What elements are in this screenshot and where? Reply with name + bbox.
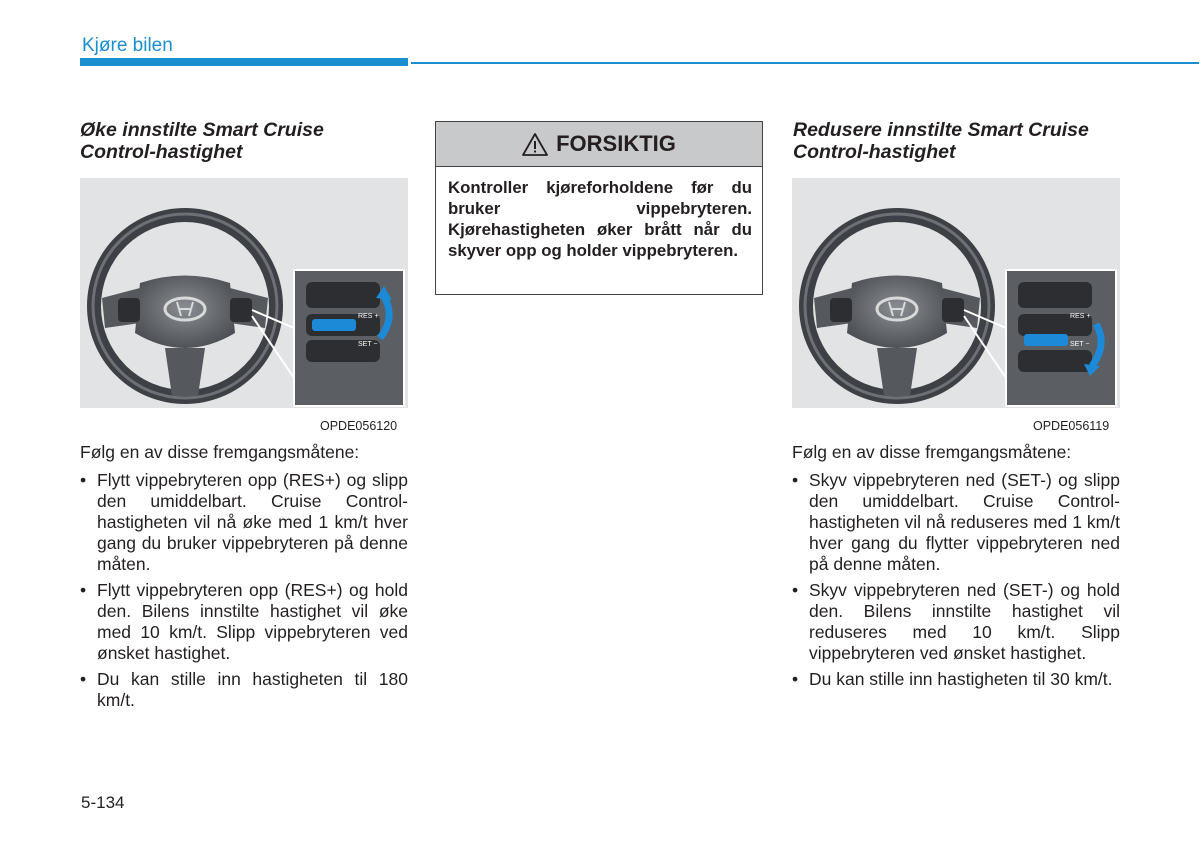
list-item: • Du kan stille inn hastigheten til 180 km/t. [80,669,408,710]
list-item-text: Flytt vippebryteren opp (RES+) og hold den. Bilens innstilte hastighet vil øke med 10 km/t. Slipp vippebryteren ved ønsket hastighet. [97,580,408,663]
caution-header [436,122,762,167]
res-label: RES + [1070,313,1091,320]
section-title-line: Control-hastighet [80,141,243,163]
figure-code: OPDE056120 [320,419,398,433]
intro-text: Følg en av disse fremgangsmåtene: [80,442,360,462]
list-item: • Flytt vippebryteren opp (RES+) og slipp den umiddelbart. Cruise Control-hastigheten vil nå øke med 1 km/t hver gang du bruker vippebryteren på denne måten. [80,470,408,574]
section-title-line: Øke innstilte Smart Cruise [80,119,324,141]
bullet-list-decrease [792,470,1120,695]
list-item: • Du kan stille inn hastigheten til 30 km/t. [792,669,1113,689]
section-title-line: Redusere innstilte Smart Cruise [793,119,1089,141]
steering-wheel-illustration-down [792,178,1120,408]
figure-code: OPDE056119 [1033,419,1110,433]
section-title-decrease [793,119,1089,163]
bullet-list-increase [80,470,408,716]
caution-label: FORSIKTIG [556,131,676,156]
set-label: SET − [1070,341,1090,348]
steering-wheel-illustration-up [80,178,408,408]
list-item: • Skyv vippebryteren ned (SET-) og slipp den umiddelbart. Cruise Control-hastigheten vil nå reduseres med 1 km/t hver gang du flytter vippebryteren ned på denne måten. [792,470,1120,574]
list-item-text: Du kan stille inn hastigheten til 30 km/t. [809,669,1113,689]
res-label: RES + [358,313,379,320]
list-item-text: Du kan stille inn hastigheten til 180 km/t. [97,669,408,710]
list-item: • Flytt vippebryteren opp (RES+) og hold den. Bilens innstilte hastighet vil øke med 10 km/t. Slipp vippebryteren ved ønsket hastighet. [80,580,408,663]
list-item: • Skyv vippebryteren ned (SET-) og hold den. Bilens innstilte hastighet vil reduseres med 10 km/t. Slipp vippebryteren ved ønsket hastighet. [792,580,1120,663]
list-item-text: Flytt vippebryteren opp (RES+) og slipp den umiddelbart. Cruise Control-hastigheten vil nå øke med 1 km/t hver gang du bruker vippebryteren på denne måten. [97,470,408,574]
caution-box [435,121,763,295]
set-label: SET − [358,341,378,348]
header-bar [80,58,408,66]
section-title-line: Control-hastighet [793,141,956,163]
steering-wheel-icon [80,178,408,408]
header-rule [411,62,1199,64]
steering-wheel-icon [792,178,1120,408]
chapter-title: Kjøre bilen [82,35,173,56]
list-item-text: Skyv vippebryteren ned (SET-) og hold den. Bilens innstilte hastighet vil reduseres med 10 km/t. Slipp vippebryteren ved ønsket hastighet. [809,580,1120,663]
warning-triangle-icon [522,133,548,156]
intro-text: Følg en av disse fremgangsmåtene: [792,442,1072,462]
page-number: 5-134 [81,793,125,812]
caution-text: Kontroller kjøreforholdene før du bruker vippebryteren. Kjørehastigheten øker brått når du skyver opp og holder vippebryteren. [448,178,752,260]
section-title-increase [80,119,324,163]
list-item-text: Skyv vippebryteren ned (SET-) og slipp den umiddelbart. Cruise Control-hastigheten vil nå reduseres med 1 km/t hver gang du flytter vippebryteren ned på denne måten. [809,470,1120,574]
